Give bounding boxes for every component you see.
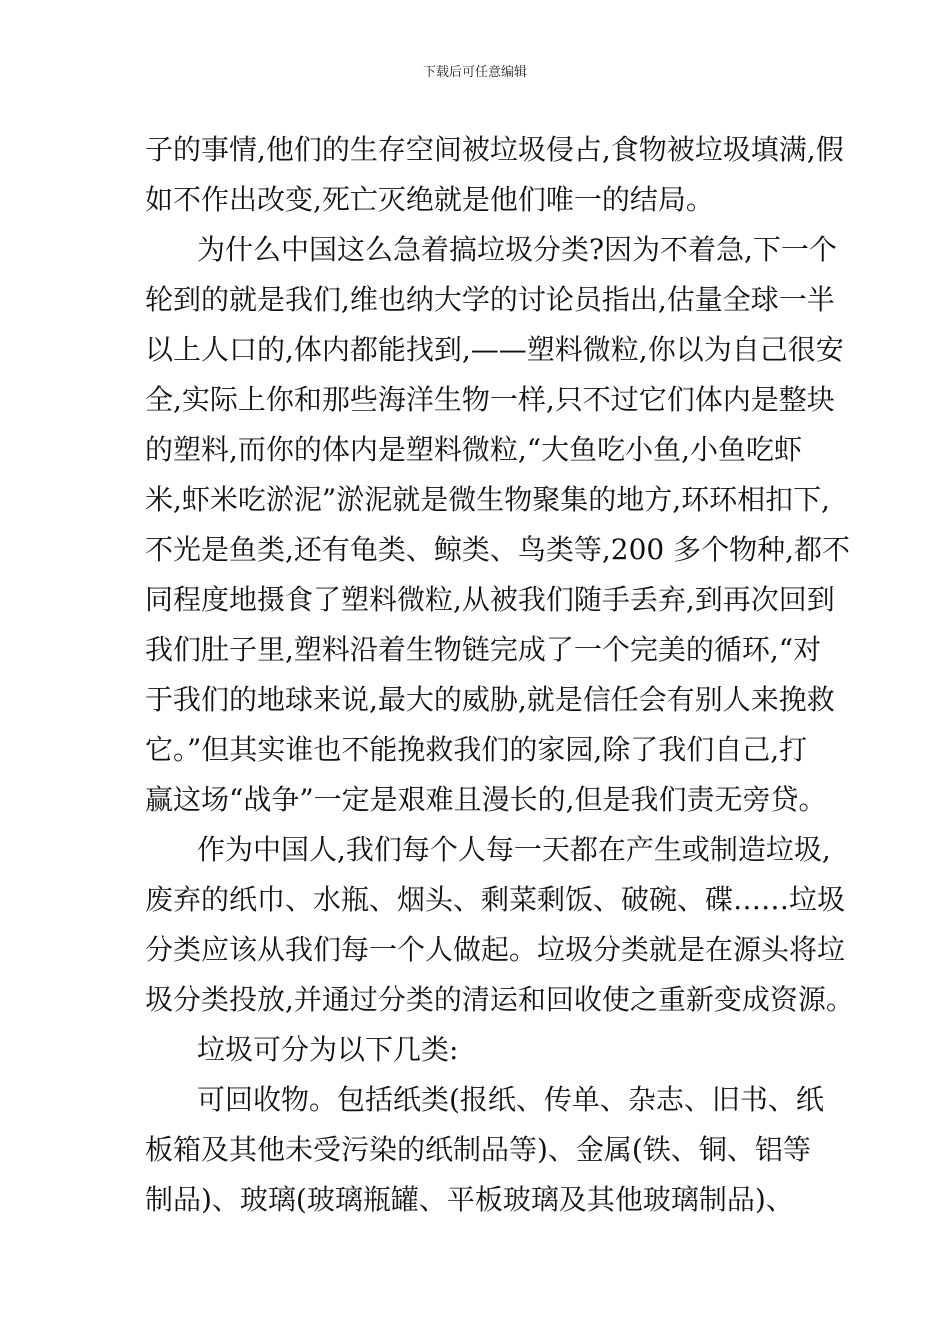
text-line: 制品)、玻璃(玻璃瓶罐、平板玻璃及其他玻璃制品)、 [145, 1183, 794, 1216]
text-line: 如不作出改变,死亡灭绝就是他们唯一的结局。 [145, 183, 714, 216]
text-line: 圾分类投放,并通过分类的清运和回收使之重新变成资源。 [145, 983, 854, 1016]
text-line: 于我们的地球来说,最大的威胁,就是信任会有别人来挽救 [145, 683, 835, 716]
text-line: 它。”但其实谁也不能挽救我们的家园,除了我们自己,打 [145, 733, 808, 766]
text-line: 米,虾米吃淤泥”淤泥就是微生物聚集的地方,环环相扣下, [145, 483, 831, 516]
text-line: 板箱及其他未受污染的纸制品等)、金属(铁、铜、铝等 [145, 1133, 811, 1166]
text-line: 同程度地摄食了塑料微粒,从被我们随手丢弃,到再次回到 [145, 583, 835, 616]
text-line: 我们肚子里,塑料沿着生物链完成了一个完美的循环,“对 [145, 633, 822, 666]
paragraph-first-line: 为什么中国这么急着搞垃圾分类?因为不着急,下一个 [197, 233, 837, 266]
document-body [145, 125, 854, 1225]
text-line: 不光是鱼类,还有龟类、鲸类、鸟类等,200 多个物种,都不 [145, 533, 851, 566]
text-line: 轮到的就是我们,维也纳大学的讨论员指出,估量全球一半 [145, 283, 835, 316]
paragraph-first-line: 垃圾可分为以下几类: [197, 1033, 459, 1066]
text-line: 全,实际上你和那些海洋生物一样,只不过它们体内是整块 [145, 383, 835, 416]
text-line: 废弃的纸巾、水瓶、烟头、剩菜剩饭、破碗、碟……垃圾 [145, 883, 846, 916]
page-header: 下载后可任意编辑 [422, 65, 527, 80]
paragraph-first-line: 作为中国人,我们每个人每一天都在产生或制造垃圾, [197, 833, 831, 866]
text-line: 分类应该从我们每一个人做起。垃圾分类就是在源头将垃 [145, 933, 846, 966]
text-line: 子的事情,他们的生存空间被垃圾侵占,食物被垃圾填满,假 [145, 133, 844, 166]
text-line: 的塑料,而你的体内是塑料微粒,“大鱼吃小鱼,小鱼吃虾 [145, 433, 803, 466]
paragraph-first-line: 可回收物。包括纸类(报纸、传单、杂志、旧书、纸 [197, 1083, 824, 1116]
text-line: 以上人口的,体内都能找到,——塑料微粒,你以为自己很安 [145, 333, 844, 366]
text-line: 赢这场“战争”一定是艰难且漫长的,但是我们责无旁贷。 [145, 783, 827, 816]
